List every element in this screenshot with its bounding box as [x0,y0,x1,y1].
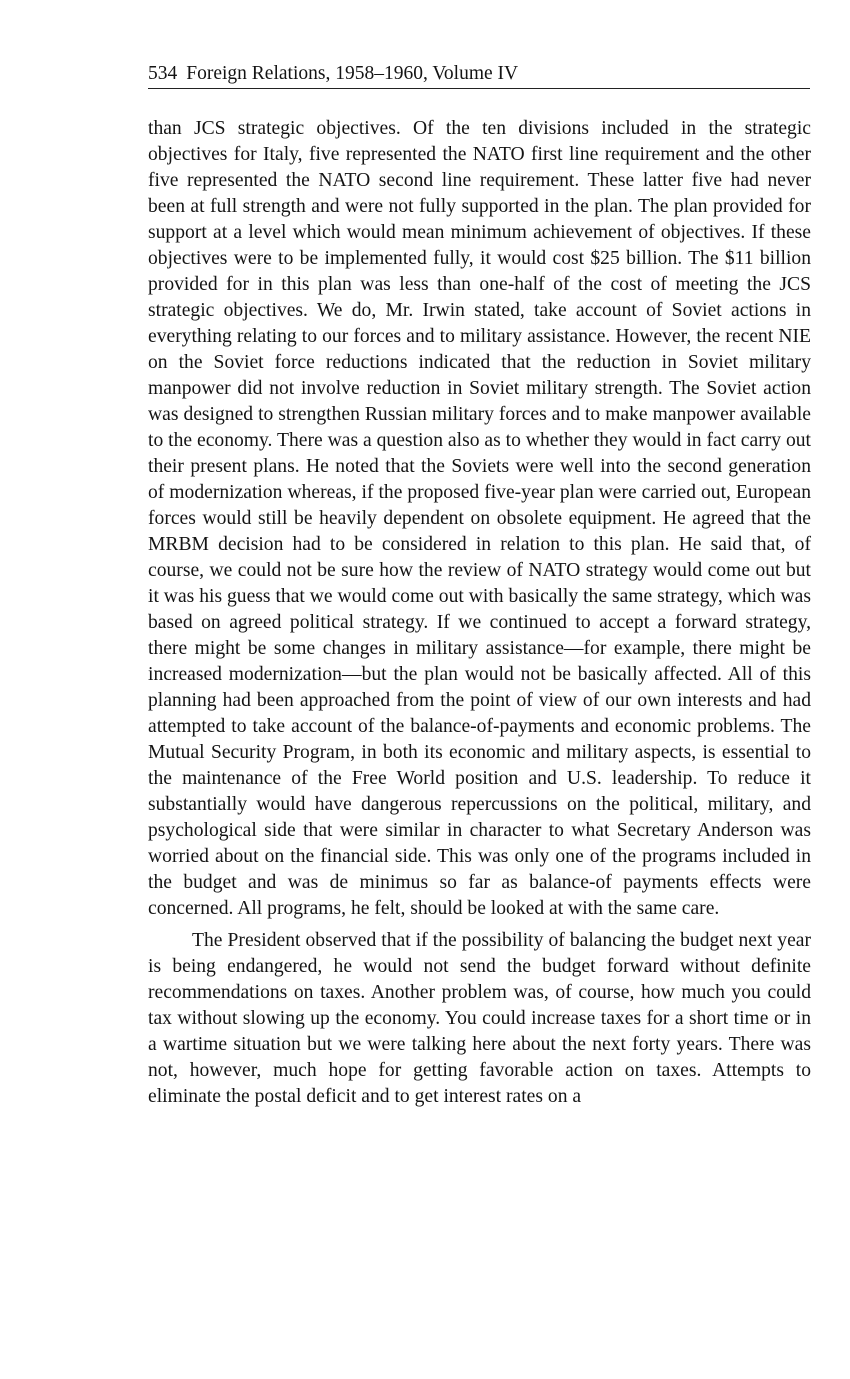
paragraph-2: The President observed that if the possibility of balancing the budget next year is being endangered, he would not send the budget forward without definite recommendations on taxes. Another problem was, of course, how much you could tax without slowing up the economy. You could increase taxes for a short time or in a wartime situation but we were talking here about the next forty years. There was not, however, much hope for getting favorable action on taxes. Attempts to eliminate the postal deficit and to get interest rates on a [148,930,811,1107]
paragraph-1: than JCS strategic objectives. Of the ten divisions included in the strategic objectives for Italy, five represented the NATO first line requirement and the other five represented the NATO second line requirement. These latter five had never been at full strength and were not fully supported in the plan. The plan provided for support at a level which would mean minimum achievement of objectives. If these objectives were to be implemented fully, it would cost $25 billion. The $11 billion provided for in this plan was less than one-half of the cost of meeting the JCS strategic objectives. We do, Mr. Irwin stated, take account of Soviet actions in everything relating to our forces and to military assistance. However, the recent NIE on the Soviet force reductions indicated that the reduction in Soviet military manpower did not involve reduction in Soviet military strength. The Soviet action was designed to strengthen Russian military forces and to make manpower available to the economy. There was a question also as to whether they would in fact carry out their present plans. He noted that the Soviets were well into the second generation of modernization whereas, if the proposed five-year plan were carried out, European forces would still be heavily dependent on obsolete equipment. He agreed that the MRBM decision had to be considered in relation to this plan. He said that, of course, we could not be sure how the review of NATO strategy would come out but it was his guess that we would come out with basically the same strategy, which was based on agreed political strategy. If we continued to accept a forward strategy, there might be some changes in military assistance—for example, there might be increased modernization—but the plan would not be basically affected. All of this planning had been approached from the point of view of our own interests and had attempted to take account of the balance-of-payments and economic problems. The Mutual Security Program, in both its economic and military aspects, is essential to the maintenance of the Free World position and U.S. leadership. To reduce it substantially would have dangerous repercussions on the political, military, and psychological side that were similar in character to what Secretary Anderson was worried about on the financial side. This was only one of the programs included in the budget and was de minimus so far as balance-of payments effects were concerned. All programs, he felt, should be looked at with the same care. [148,118,811,919]
running-title: Foreign Relations, 1958–1960, Volume IV [186,63,519,84]
body-text [148,116,811,1110]
running-header [148,60,810,89]
page-number: 534 [148,63,178,84]
